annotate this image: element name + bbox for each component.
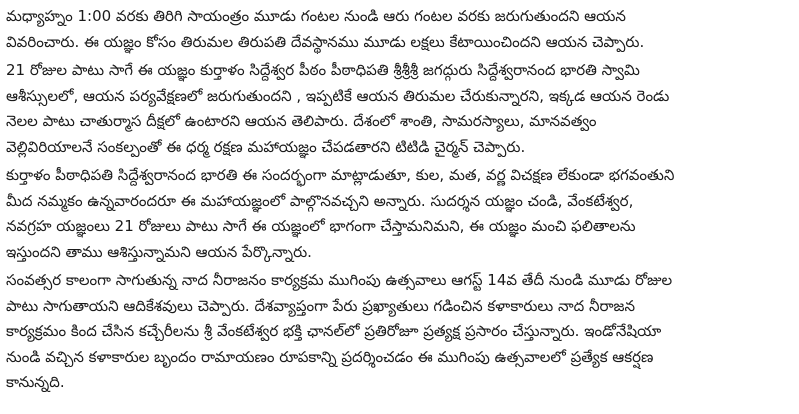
text-line: నవగ్రహ యజ్ఞంలు 21 రోజులు పాటు సాగే ఈ యజ్ఞంలో భాగంగా చేస్తామనిమని, ఈ యజ్ఞం మంచి ఫలితాలను <box>6 217 636 235</box>
text-line: ఆశీస్సులలో, ఆయన పర్యవేక్షణలో జరుగుతుందని , ఇప్పటికే ఆయన తిరుమల చేరుకున్నారని, ఇక్కడ ఆయన రెండు <box>6 86 670 105</box>
paragraph <box>6 4 793 55</box>
text-line: పాటు సాగుతాయని ఆదికేశవులు చెప్పారు. దేశవ్యాప్తంగా పేరు ప్రఖ్యాతులు గడించిన కళాకారులు నాద నీరాజన <box>6 296 636 315</box>
text-line: సంవత్సర కాలంగా సాగుతున్న నాద నీరాజనం కార్యక్రమ ముగింపు ఉత్సవాలు ఆగస్ట్ 14వ తేదీ నుండి మూడు రోజుల <box>6 271 673 289</box>
text-line: వివరించారు. ఈ యజ్ఞం కోసం తిరుమల తిరుపతి దేవస్థానము మూడు లక్షలు కేటాయించిందని ఆయన చెప్పారు. <box>6 32 645 51</box>
text-line: నుండి వచ్చిన కళాకారుల బృందం రామాయణం రూపకాన్ని ప్రదర్శించడం ఈ ముగింపు ఉత్సవాలలో ప్రత్యేక ఆకర్షణ <box>6 347 654 366</box>
text-line: కుర్తాళం పీఠాధిపతి సిద్దేశ్వరానంద భారతి ఈ సందర్భంగా మాట్లాడుతూ, కుల, మత, వర్ణ విచక్షణ లేకుండా భగవంతుని <box>6 166 675 184</box>
text-line: మధ్యాహ్నం 1:00 వరకు తిరిగి సాయంత్రం మూడు గంటల నుండి ఆరు గంటల వరకు జరుగుతుందని ఆయన <box>6 7 626 25</box>
text-line: కానున్నది. <box>6 373 65 391</box>
paragraph <box>6 58 793 160</box>
text-line: వెల్లివిరియాలనే సంకల్పంతో ఈ ధర్మ రక్షణ మహాయజ్ఞం చేపడతారని టిటిడి చైర్మన్ చెప్పారు. <box>6 137 526 156</box>
text-line: నెలల పాటు చాతుర్మాస దీక్షలో ఉంటారని ఆయన తెలిపారు. దేశంలో శాంతి, సామరస్యాలు, మానవత్వం <box>6 112 597 130</box>
text-line: 21 రోజుల పాటు సాగే ఈ యజ్ఞం కుర్తాళం సిద్దేశ్వర పీఠం పీఠాధిపతి శ్రీశ్రీశ్రీ జగద్గురు సిద్దేశ్వరానంద భారతి స్వామి <box>6 61 640 79</box>
text-line: ఇస్తుందని తాము ఆశిస్తున్నామని ఆయన పేర్కొన్నారు. <box>6 242 312 261</box>
text-line: మీద నమ్మకం ఉన్నవారందరూ ఈ మహాయజ్ఞంలో పాల్గొనవచ్చని అన్నారు. సుదర్శన యజ్ఞం చండి, వేంకటేశ్వర, <box>6 191 634 210</box>
paragraph <box>6 268 793 396</box>
text-line: కార్యక్రమం కింద చేసిన కచ్చేరీలను శ్రీ వేంకటేశ్వర భక్తి ఛానల్‌లో ప్రతిరోజూ ప్రత్యక్ష ప్రసారం చేస్తున్నారు. ఇండోనేషియా <box>6 322 662 340</box>
paragraph <box>6 163 793 265</box>
